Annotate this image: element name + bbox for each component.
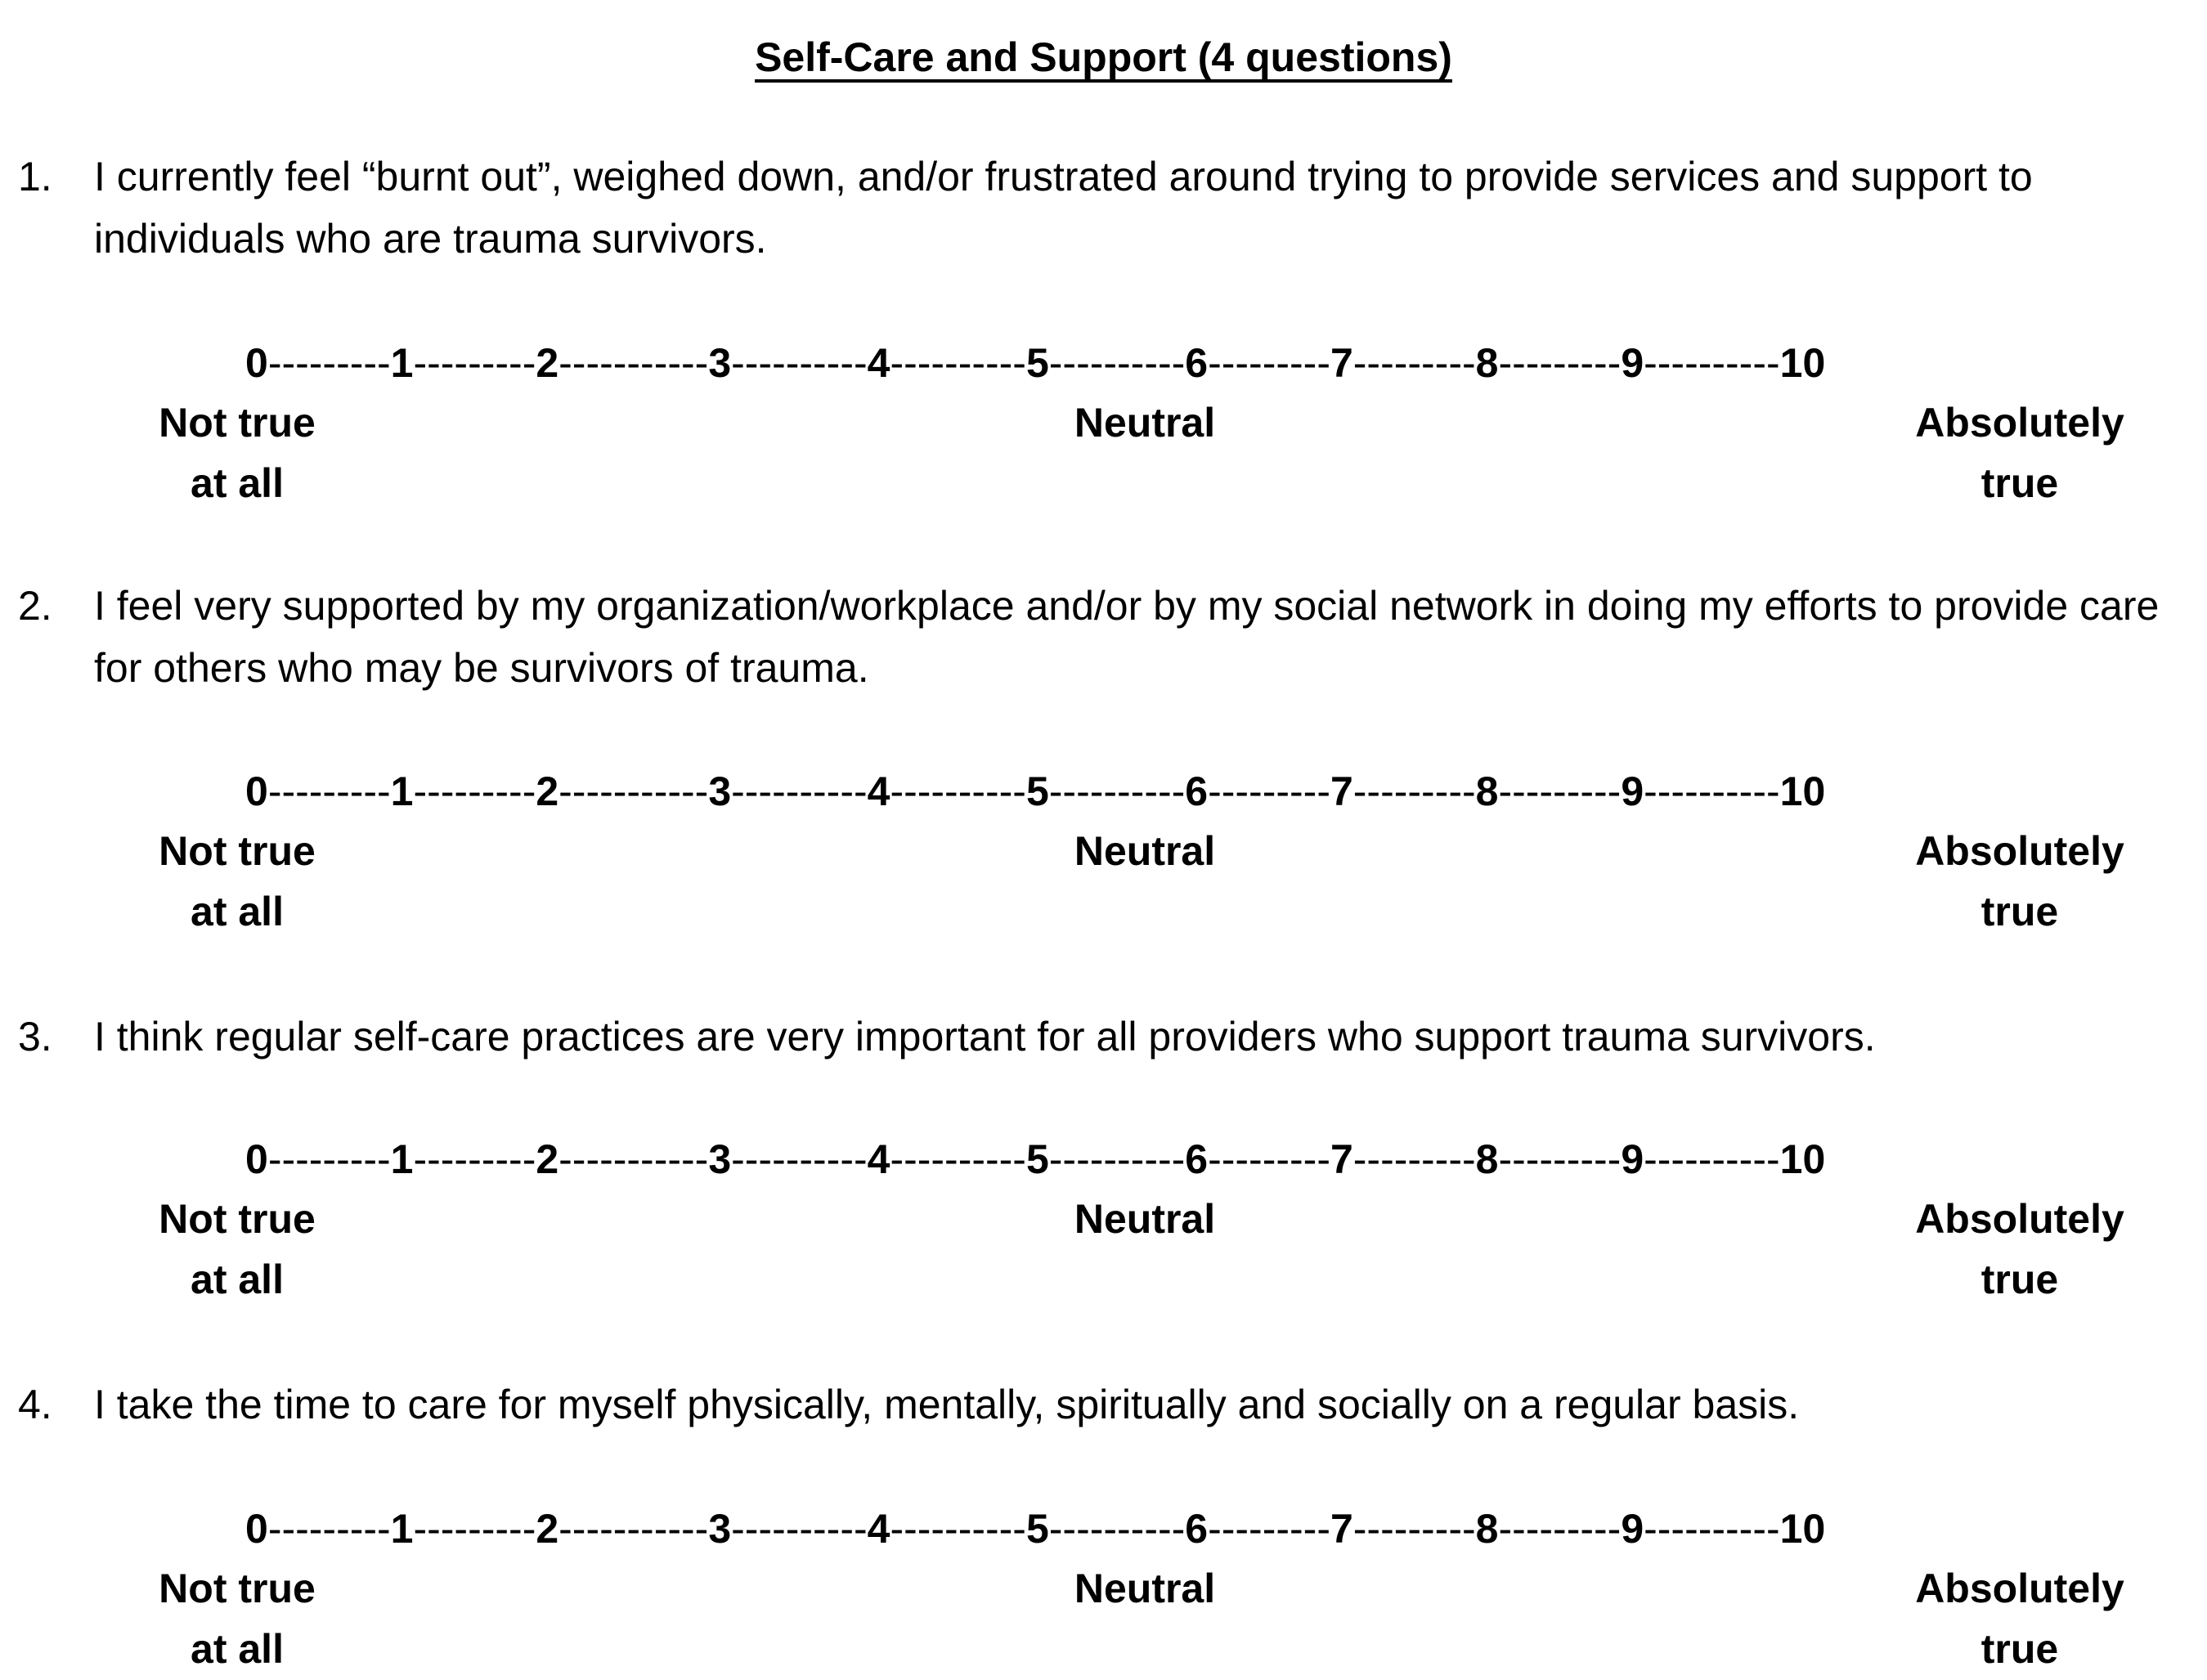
scale-separator: ---------- <box>1644 1506 1780 1552</box>
scale-separator: ---------- <box>1048 1506 1186 1552</box>
scale-point-2: 2 <box>536 340 559 386</box>
scale-anchor-neutral: Neutral <box>1074 1196 1216 1242</box>
scale-point-7: 7 <box>1330 768 1353 814</box>
scale-separator: --------- <box>1352 1506 1476 1552</box>
scale-point-2: 2 <box>536 1136 559 1182</box>
anchor-line: at all <box>191 1257 284 1302</box>
scale-point-6: 6 <box>1185 1506 1209 1552</box>
scale-point-1: 1 <box>390 340 414 386</box>
question-number: 4. <box>18 1382 52 1427</box>
scale-separator: ----------- <box>558 768 709 814</box>
scale-separator: ---------- <box>731 340 868 386</box>
scale-point-3: 3 <box>708 1136 732 1182</box>
scale-point-4: 4 <box>867 1506 890 1552</box>
scale-separator: ---------- <box>1048 768 1186 814</box>
scale-separator: ---------- <box>1644 768 1780 814</box>
scale-point-8: 8 <box>1475 1136 1499 1182</box>
question-number: 3. <box>18 1014 52 1060</box>
scale-separator: --------- <box>1498 340 1622 386</box>
scale-point-3: 3 <box>708 768 732 814</box>
scale-separator: ---------- <box>890 1136 1026 1182</box>
scale-anchor-neutral: Neutral <box>1074 828 1216 874</box>
anchor-line: at all <box>191 460 284 506</box>
question-text: I think regular self-care practices are very important for all providers who support trauma survivors. <box>94 1014 1876 1060</box>
scale-point-6: 6 <box>1185 340 1209 386</box>
scale-separator: ---------- <box>890 1506 1026 1552</box>
scale-point-1: 1 <box>390 1136 414 1182</box>
scale-point-4: 4 <box>867 1136 890 1182</box>
scale-separator: ---------- <box>1048 1136 1186 1182</box>
scale-anchor-not-true <box>114 392 360 513</box>
scale-separator: --------- <box>1498 1506 1622 1552</box>
scale-separator: --------- <box>1352 340 1476 386</box>
scale-point-7: 7 <box>1330 1506 1353 1552</box>
scale-point-9: 9 <box>1621 340 1644 386</box>
scale-line <box>245 760 1825 822</box>
anchor-line: Not true <box>159 1196 316 1242</box>
question-text: I feel very supported by my organization/workplace and/or by my social network in doing my efforts to provide care for others who may be survivors of trauma. <box>94 583 2160 691</box>
scale-point-1: 1 <box>390 768 414 814</box>
scale-point-6: 6 <box>1185 768 1209 814</box>
anchor-line: true <box>1980 1626 2059 1672</box>
anchor-line: Not true <box>159 1566 316 1611</box>
scale-point-6: 6 <box>1185 1136 1209 1182</box>
scale-anchor-neutral: Neutral <box>1074 1566 1216 1611</box>
anchor-line: Absolutely <box>1915 1196 2124 1242</box>
scale-separator: --------- <box>413 1506 536 1552</box>
scale-point-2: 2 <box>536 1506 559 1552</box>
scale-point-4: 4 <box>867 340 890 386</box>
anchor-line: true <box>1980 460 2059 506</box>
scale-separator: --------- <box>1498 1136 1622 1182</box>
scale-point-3: 3 <box>708 1506 732 1552</box>
scale-point-9: 9 <box>1621 1136 1644 1182</box>
scale-separator: --------- <box>267 340 391 386</box>
scale-anchor-absolutely-true <box>1856 821 2183 942</box>
scale-line <box>245 332 1825 394</box>
anchor-line: Not true <box>159 828 316 874</box>
scale-point-0: 0 <box>245 1506 268 1552</box>
scale-separator: ---------- <box>890 768 1026 814</box>
scale-anchor-absolutely-true <box>1856 1189 2183 1310</box>
scale-point-3: 3 <box>708 340 732 386</box>
scale-point-0: 0 <box>245 1136 268 1182</box>
question-text: I currently feel “burnt out”, weighed down, and/or frustrated around trying to provide services and support to individuals who are trauma survivors. <box>94 154 2033 262</box>
scale-point-10: 10 <box>1779 340 1826 386</box>
scale-separator: --------- <box>1208 340 1330 386</box>
scale-point-8: 8 <box>1475 1506 1499 1552</box>
anchor-line: true <box>1980 1257 2059 1302</box>
scale-line <box>245 1128 1825 1190</box>
scale-anchor-neutral: Neutral <box>1074 400 1216 446</box>
scale-anchor-absolutely-true <box>1856 1558 2183 1679</box>
scale-separator: --------- <box>267 768 391 814</box>
scale-separator: ---------- <box>1644 340 1780 386</box>
scale-separator: --------- <box>413 1136 536 1182</box>
anchor-line: Absolutely <box>1915 1566 2124 1611</box>
scale-anchor-not-true <box>114 821 360 942</box>
scale-separator: ---------- <box>731 1506 868 1552</box>
scale-point-8: 8 <box>1475 340 1499 386</box>
scale-separator: --------- <box>1352 1136 1476 1182</box>
scale-point-0: 0 <box>245 768 268 814</box>
scale-point-7: 7 <box>1330 340 1353 386</box>
scale-separator: --------- <box>1498 768 1622 814</box>
scale-separator: ----------- <box>558 1136 709 1182</box>
anchor-line: true <box>1980 889 2059 934</box>
scale-point-10: 10 <box>1779 768 1826 814</box>
scale-anchor-absolutely-true <box>1856 392 2183 513</box>
scale-separator: ----------- <box>558 340 709 386</box>
scale-point-2: 2 <box>536 768 559 814</box>
scale-separator: ---------- <box>731 1136 868 1182</box>
scale-point-0: 0 <box>245 340 268 386</box>
scale-anchor-not-true <box>114 1558 360 1679</box>
scale-separator: ---------- <box>731 768 868 814</box>
scale-separator: --------- <box>1208 768 1330 814</box>
scale-point-10: 10 <box>1779 1136 1826 1182</box>
scale-point-5: 5 <box>1025 1136 1049 1182</box>
scale-point-4: 4 <box>867 768 890 814</box>
scale-anchor-not-true <box>114 1189 360 1310</box>
scale-separator: --------- <box>413 768 536 814</box>
scale-separator: --------- <box>267 1136 391 1182</box>
scale-separator: ----------- <box>558 1506 709 1552</box>
scale-point-9: 9 <box>1621 768 1644 814</box>
scale-point-5: 5 <box>1025 768 1049 814</box>
anchor-line: at all <box>191 889 284 934</box>
scale-point-1: 1 <box>390 1506 414 1552</box>
anchor-line: Absolutely <box>1915 400 2124 446</box>
scale-point-10: 10 <box>1779 1506 1826 1552</box>
page-title: Self-Care and Support (4 questions) <box>755 34 1452 80</box>
scale-point-5: 5 <box>1025 340 1049 386</box>
scale-point-9: 9 <box>1621 1506 1644 1552</box>
scale-point-7: 7 <box>1330 1136 1353 1182</box>
scale-line <box>245 1498 1825 1560</box>
scale-separator: --------- <box>413 340 536 386</box>
anchor-line: Absolutely <box>1915 828 2124 874</box>
scale-separator: --------- <box>267 1506 391 1552</box>
scale-point-5: 5 <box>1025 1506 1049 1552</box>
scale-point-8: 8 <box>1475 768 1499 814</box>
scale-separator: --------- <box>1208 1506 1330 1552</box>
question-number: 2. <box>18 583 52 629</box>
scale-separator: ---------- <box>890 340 1026 386</box>
question-number: 1. <box>18 154 52 199</box>
scale-separator: --------- <box>1352 768 1476 814</box>
scale-separator: ---------- <box>1048 340 1186 386</box>
scale-separator: --------- <box>1208 1136 1330 1182</box>
anchor-line: at all <box>191 1626 284 1672</box>
scale-separator: ---------- <box>1644 1136 1780 1182</box>
question-text: I take the time to care for myself physically, mentally, spiritually and socially on a regular basis. <box>94 1382 1800 1427</box>
anchor-line: Not true <box>159 400 316 446</box>
